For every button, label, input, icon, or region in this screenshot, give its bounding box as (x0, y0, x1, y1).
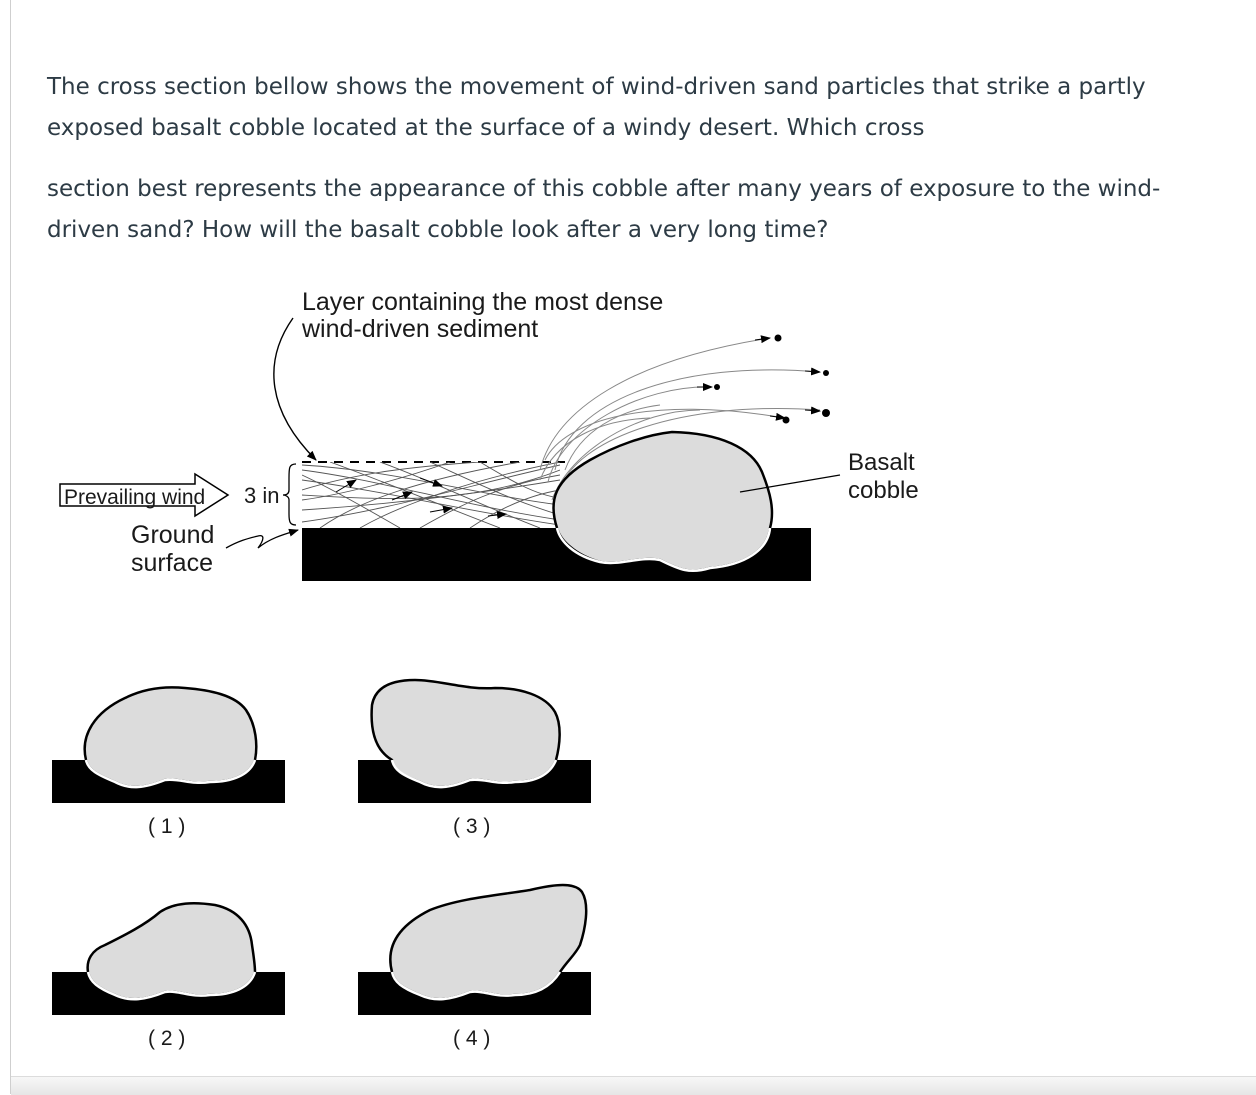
choice-2-cobble (88, 903, 255, 999)
choice-1-diagram[interactable] (52, 687, 285, 838)
dense-sediment-layer (302, 462, 560, 528)
choice-4-diagram[interactable] (358, 885, 591, 1050)
question-paragraph-1: The cross section bellow shows the movement of wind-driven sand particles that strike a partly exposed basalt cobble located at the surface of a windy desert. Which cross (47, 74, 1146, 141)
main-cross-section (60, 288, 919, 581)
height-brace (283, 464, 296, 525)
bottom-scroll-bar (11, 1076, 1256, 1095)
cobble-label-line2: cobble (848, 477, 919, 504)
layer-label-line2: wind-driven sediment (302, 315, 539, 343)
sand-particle (783, 417, 790, 424)
ground-leader-arrow (226, 530, 298, 548)
choice-2-label: ( 2 ) (148, 1027, 186, 1050)
choice-4-label: ( 4 ) (453, 1027, 491, 1050)
choice-1-label: ( 1 ) (148, 815, 186, 838)
sand-particle (714, 384, 720, 390)
choice-1-cobble (85, 687, 257, 787)
sand-particle (823, 370, 829, 376)
choice-2-diagram[interactable] (52, 903, 285, 1050)
choice-3-label: ( 3 ) (453, 815, 491, 838)
question-paragraph-2: section best represents the appearance of this cobble after many years of exposure to the wind-driven sand? How will the basalt cobble look after a very long time? (47, 176, 1161, 243)
sand-particle (822, 409, 830, 417)
height-label: 3 in (244, 483, 280, 508)
layer-label-line1: Layer containing the most dense (302, 288, 664, 316)
ground-label-line1: Ground (131, 521, 215, 549)
cobble-label-line1: Basalt (848, 449, 915, 476)
choice-3-diagram[interactable] (358, 680, 591, 838)
sand-particle (775, 335, 782, 342)
ground-label-line2: surface (131, 549, 213, 577)
wind-label: Prevailing wind (64, 486, 206, 509)
